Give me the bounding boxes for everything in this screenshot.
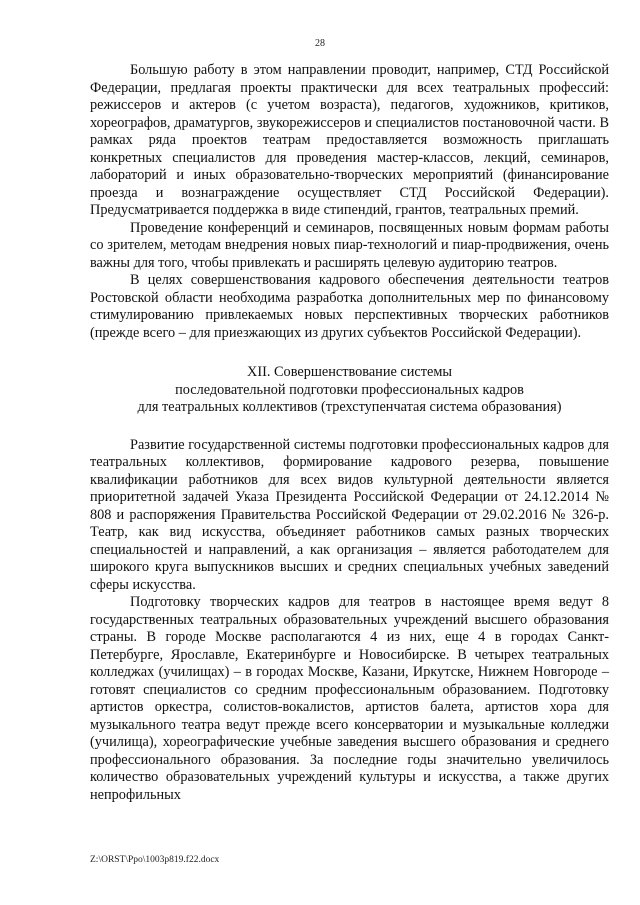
footer-file-path: Z:\ORST\Ppo\1003p819.f22.docx	[90, 855, 220, 865]
paragraph: Большую работу в этом направлении проводит, например, СТД Российской Федерации, предлагая проекты практически для всех театральных профессий: режиссеров и актеров (с учетом возраста), педагогов, художников, критиков, хореографов, драматургов, звукорежиссеров и специалистов постановочной части. В рамках ряда проектов театрам предоставляется возможность приглашать конкретных специалистов для проведения мастер-классов, лекций, семинаров, лабораторий и иных образовательно-творческих мероприятий (финансирование проезда и вознаграждение осуществляет СТД Российской Федерации). Предусматривается поддержка в виде стипендий, грантов, театральных премий.	[90, 62, 609, 218]
page-content	[90, 62, 609, 804]
page-number: 28	[315, 38, 325, 49]
section-heading-line: последовательной подготовки профессиональных кадров	[175, 381, 524, 398]
paragraph: Развитие государственной системы подготовки профессиональных кадров для театральных коллективов, формирование кадрового резерва, повышение квалификации работников для всех видов культурной деятельности является приоритетной задачей Указа Президента Российской Федерации от 24.12.2014 № 808 и распоряжения Правительства Российской Федерации от 29.02.2016 № 326-р. Театр, как вид искусства, объединяет работников самых разных творческих специальностей и направлений, а как организация – является работодателем для широкого круга выпускников высших и средних специальных учебных заведений сферы искусства.	[90, 436, 609, 593]
section-heading-line: для театральных коллективов (трехступенчатая система образования)	[137, 399, 562, 415]
section-heading	[90, 364, 609, 417]
paragraph: Проведение конференций и семинаров, посвященных новым формам работы со зрителем, методам внедрения новых пиар-технологий и пиар-продвижения, очень важны для того, чтобы привлекать и расширять целевую аудиторию театров.	[90, 219, 609, 271]
paragraph: Подготовку творческих кадров для театров в настоящее время ведут 8 государственных театральных образовательных учреждений высшего образования страны. В городе Москве располагаются 4 из них, еще 4 в городах Санкт-Петербурге, Ярославле, Екатеринбурге и Новосибирске. В четырех театральных колледжах (училищах) – в городах Москве, Казани, Иркутске, Нижнем Новгороде – готовят специалистов со средним профессиональным образованием. Подготовку артистов оркестра, солистов-вокалистов, артистов балета, артистов хора для музыкального театра ведут прежде всего консерватории и музыкальные колледжи (училища), хореографические учебные заведения высшего образования и среднего профессионального образования. За последние годы значительно увеличилось количество образовательных учреждений культуры и искусства, а также других непрофильных	[90, 594, 609, 803]
section-heading-line: XII. Совершенствование системы	[247, 364, 452, 380]
paragraph: В целях совершенствования кадрового обеспечения деятельности театров Ростовской области необходима разработка дополнительных мер по финансовому стимулированию привлекаемых новых перспективных творческих работников (прежде всего – для приезжающих из других субъектов Российской Федерации).	[90, 272, 609, 341]
